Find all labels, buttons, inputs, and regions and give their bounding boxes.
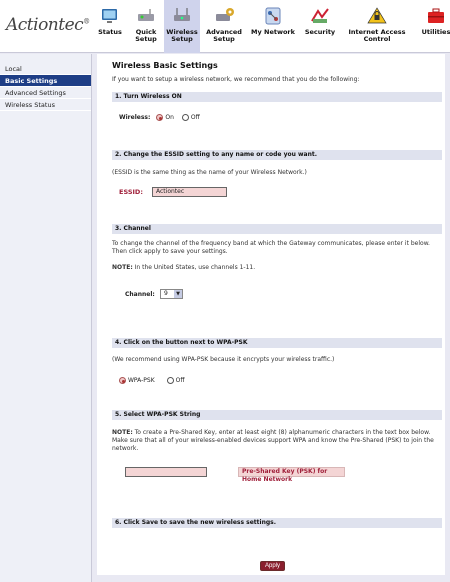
advanced-router-icon xyxy=(213,6,235,26)
nav-internet-access-control-label: Internet Access Control xyxy=(348,28,406,43)
nav-status-label: Status xyxy=(98,28,122,36)
wireless-on-radio[interactable] xyxy=(156,114,163,121)
channel-label: Channel: xyxy=(125,291,155,298)
section-3-heading: 3. Channel xyxy=(112,224,442,234)
wireless-off-radio[interactable] xyxy=(182,114,189,121)
channel-note-label: NOTE: xyxy=(112,264,133,271)
section-6-heading: 6. Click Save to save the new wireless settings. xyxy=(112,518,442,528)
wireless-label: Wireless: xyxy=(119,114,151,121)
wireless-off-label: Off xyxy=(190,114,200,121)
sidebar-item-advanced-settings[interactable]: Advanced Settings xyxy=(0,87,91,99)
intro-text: If you want to setup a wireless network, we recommend that you do the following: xyxy=(112,76,360,83)
nav-quick-setup-label: Quick Setup xyxy=(135,28,157,43)
psk-field-label: Pre-Shared Key (PSK) for Home Network xyxy=(238,467,345,477)
page-title: Wireless Basic Settings xyxy=(112,61,218,70)
wireless-on-label: On xyxy=(165,114,174,121)
psk-note-text: To create a Pre-Shared Key, enter at least eight (8) alphanumeric characters in the text box below. Make sure that all of your wireless-enabled devices support WPA and know the Pre-Shared (PSK) to join the network. xyxy=(112,429,434,452)
essid-label: ESSID: xyxy=(119,188,143,196)
wpa-psk-note: (We recommend using WPA-PSK because it encrypts your wireless traffic.) xyxy=(112,356,335,363)
wpa-psk-toggle-row xyxy=(119,377,185,384)
nav-wireless-setup[interactable] xyxy=(164,0,200,53)
nav-my-network[interactable] xyxy=(248,0,298,53)
psk-input[interactable] xyxy=(125,467,207,477)
top-header xyxy=(0,0,450,53)
section-1-heading: 1. Turn Wireless ON xyxy=(112,92,442,102)
psk-note xyxy=(112,429,434,453)
nav-advanced-setup[interactable] xyxy=(200,0,248,53)
channel-note-text: In the United States, use channels 1-11. xyxy=(132,264,256,271)
wireless-toggle-row xyxy=(119,114,200,121)
sidebar-item-local[interactable]: Local xyxy=(0,63,91,75)
nav-utilities[interactable] xyxy=(412,0,450,53)
psk-note-label: NOTE: xyxy=(112,429,133,436)
nav-security[interactable] xyxy=(298,0,342,53)
nav-my-network-label: My Network xyxy=(251,28,295,36)
toolbox-icon xyxy=(425,6,447,26)
security-icon xyxy=(309,6,331,26)
logo-text: Actiontec xyxy=(6,15,84,35)
lock-icon xyxy=(366,6,388,26)
wpa-psk-off-label: Off xyxy=(175,377,185,384)
essid-input[interactable]: Actiontec xyxy=(152,187,227,197)
wpa-psk-radio-label: WPA-PSK xyxy=(128,377,155,384)
section-4-heading: 4. Click on the button next to WPA-PSK xyxy=(112,338,442,348)
apply-button[interactable]: Apply xyxy=(260,561,285,571)
wpa-psk-radio[interactable] xyxy=(119,377,126,384)
nav-advanced-setup-label: Advanced Setup xyxy=(206,28,242,43)
section-5-heading: 5. Select WPA-PSK String xyxy=(112,410,442,420)
chevron-down-icon: ▼ xyxy=(174,290,182,298)
actiontec-logo xyxy=(6,15,90,35)
channel-description: To change the channel of the frequency band at which the Gateway communicates, please enter it below. Then click apply to save your settings. xyxy=(112,240,430,255)
nav-utilities-label: Utilities xyxy=(421,28,450,36)
wireless-router-icon xyxy=(171,6,193,26)
network-icon xyxy=(262,6,284,26)
top-nav xyxy=(92,0,450,53)
monitor-icon xyxy=(99,6,121,26)
trademark: ® xyxy=(83,17,90,26)
channel-note xyxy=(112,264,434,272)
main-panel xyxy=(97,54,445,575)
nav-wireless-setup-label: Wireless Setup xyxy=(166,28,198,43)
essid-note: (ESSID is the same thing as the name of your Wireless Network.) xyxy=(112,169,307,176)
wpa-psk-off-radio[interactable] xyxy=(167,377,174,384)
channel-select[interactable] xyxy=(160,289,183,299)
nav-quick-setup[interactable] xyxy=(128,0,164,53)
quick-setup-icon xyxy=(135,6,157,26)
section-2-heading: 2. Change the ESSID setting to any name or code you want. xyxy=(112,150,442,160)
nav-internet-access-control[interactable] xyxy=(342,0,412,53)
sidebar-item-wireless-status[interactable]: Wireless Status xyxy=(0,99,91,111)
nav-status[interactable] xyxy=(92,0,128,53)
channel-value: 9 xyxy=(164,290,168,297)
sidebar-item-basic-settings[interactable]: Basic Settings xyxy=(0,75,91,87)
nav-security-label: Security xyxy=(304,28,336,36)
sidebar xyxy=(0,54,92,582)
